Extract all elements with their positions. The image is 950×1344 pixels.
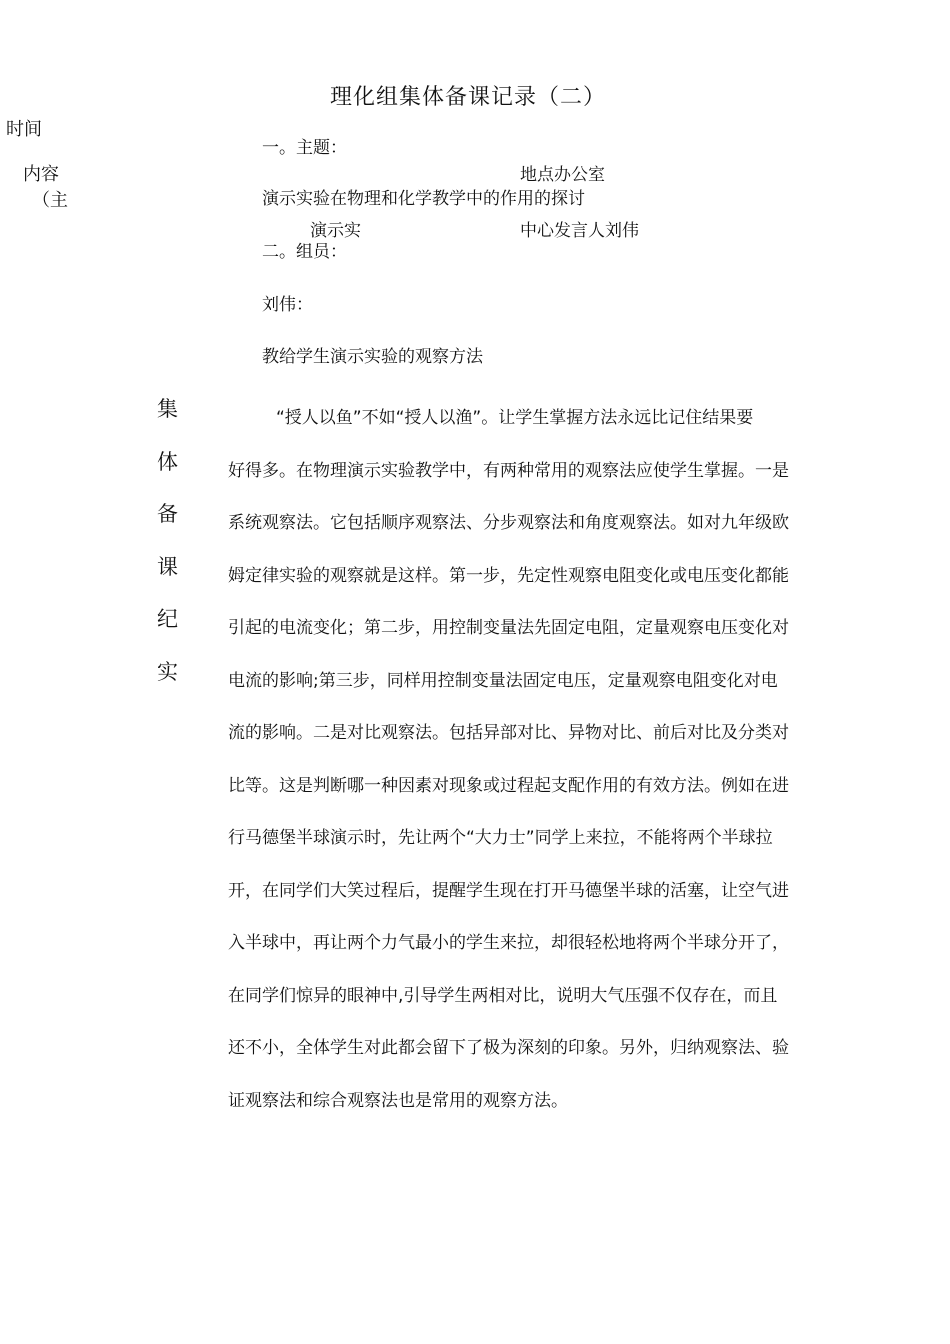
- speech-title: 教给学生演示实验的观察方法: [262, 347, 483, 367]
- body-line: “授人以鱼”不如“授人以渔”。让学生掌握方法永远比记住结果要: [276, 408, 754, 428]
- body-paragraph: [228, 392, 828, 1127]
- body-line: 比等。这是判断哪一种因素对现象或过程起支配作用的有效方法。例如在进: [228, 775, 789, 796]
- body-line: 电流的影响;第三步，同样用控制变量法固定电压，定量观察电阻变化对电: [228, 670, 778, 691]
- vertical-heading: [157, 392, 185, 707]
- location-fragment: 地点办公室: [520, 165, 605, 185]
- speaker-name: 刘伟：: [262, 295, 313, 315]
- body-line: 姆定律实验的观察就是这样。第一步，先定性观察电阻变化或电压变化都能: [228, 565, 789, 586]
- label-content: 内容: [23, 164, 59, 185]
- vertical-char: 实: [157, 659, 178, 684]
- body-line: 系统观察法。它包括顺序观察法、分步观察法和角度观察法。如对九年级欧: [228, 513, 789, 533]
- body-line: 引起的电流变化；第二步，用控制变量法先固定电阻，定量观察电压变化对: [228, 618, 789, 638]
- topic-heading: 一。主题：: [262, 138, 347, 158]
- body-line: 还不小，全体学生对此都会留下了极为深刻的印象。另外，归纳观察法、验: [228, 1038, 789, 1058]
- body-line: 流的影响。二是对比观察法。包括异部对比、异物对比、前后对比及分类对: [228, 723, 789, 743]
- speaker-fragment: 中心发言人刘伟: [520, 221, 639, 241]
- vertical-char: 备: [157, 502, 178, 526]
- body-line: 入半球中，再让两个力气最小的学生来拉，却很轻松地将两个半球分开了，: [228, 933, 789, 953]
- vertical-char: 纪: [157, 607, 178, 631]
- body-line: 行马德堡半球演示时，先让两个“大力士”同学上来拉，不能将两个半球拉: [228, 828, 773, 848]
- label-time: 时间: [6, 119, 42, 140]
- body-line: 证观察法和综合观察法也是常用的观察方法。: [228, 1090, 568, 1111]
- label-topic-fragment: （主: [32, 190, 68, 211]
- body-line: 在同学们惊异的眼神中,引导学生两相对比，说明大气压强不仅存在，而且: [228, 985, 778, 1006]
- vertical-char: 体: [157, 449, 178, 474]
- body-line: 开，在同学们大笑过程后，提醒学生现在打开马德堡半球的活塞，让空气进: [228, 880, 789, 901]
- vertical-char: 集: [157, 397, 178, 421]
- topic-text: 演示实验在物理和化学教学中的作用的探讨: [262, 189, 585, 209]
- demo-fragment: 演示实: [310, 221, 361, 241]
- members-heading: 二。组员：: [262, 242, 347, 262]
- document-title: 理化组集体备课记录（二）: [329, 85, 606, 110]
- body-line: 好得多。在物理演示实验教学中，有两种常用的观察法应使学生掌握。一是: [228, 460, 789, 481]
- vertical-char: 课: [157, 554, 178, 579]
